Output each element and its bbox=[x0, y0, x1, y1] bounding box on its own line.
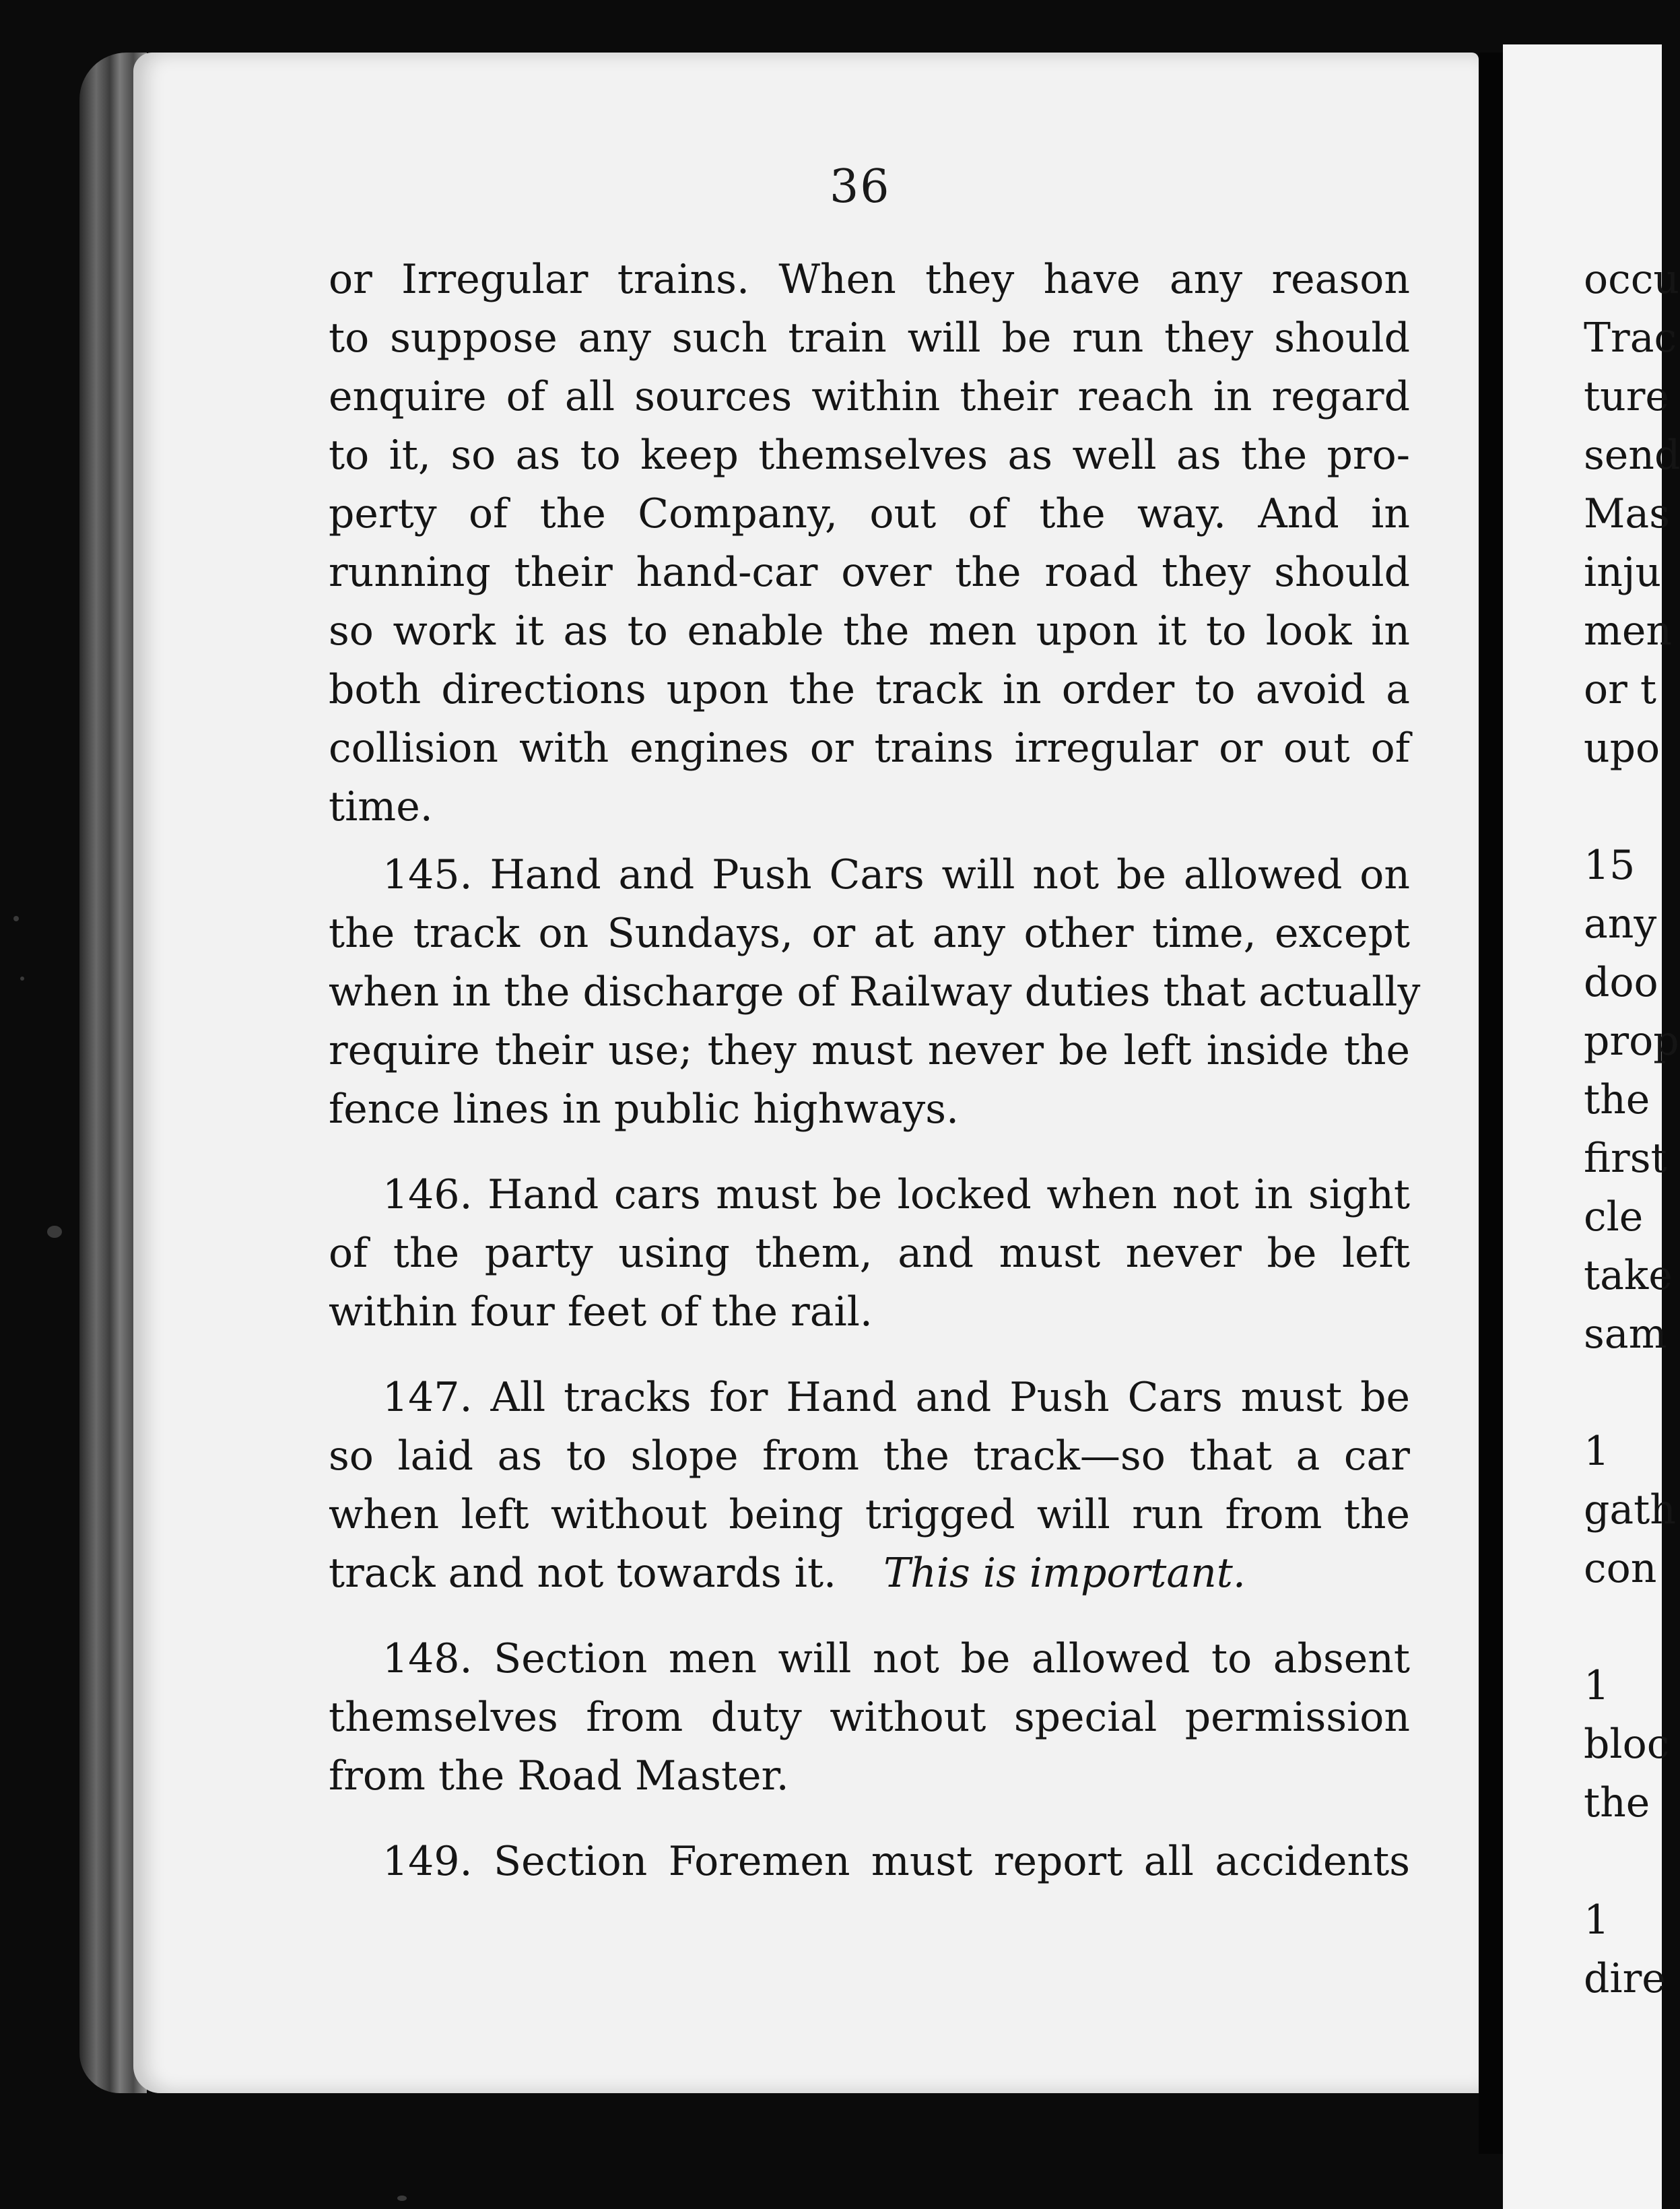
page-number: 36 bbox=[830, 160, 891, 213]
text-line: or Irregular trains. When they have any reason bbox=[329, 256, 1410, 303]
right-fragment: inju bbox=[1584, 549, 1662, 596]
text-line: time. bbox=[329, 783, 433, 830]
rule-148-line: themselves from duty without special permission bbox=[329, 1694, 1410, 1741]
right-fragment: occu bbox=[1584, 256, 1679, 303]
right-fragment: any bbox=[1584, 900, 1657, 948]
right-fragment: men bbox=[1584, 607, 1673, 655]
rule-147-line: when left without being trigged will run from the bbox=[329, 1491, 1410, 1538]
text-line: collision with engines or trains irregular or out of bbox=[329, 725, 1410, 772]
rule-147-line: 147. All tracks for Hand and Push Cars must be bbox=[382, 1374, 1410, 1421]
text-line: enquire of all sources within their reach in regard bbox=[329, 373, 1410, 420]
right-fragment bbox=[1584, 1364, 1662, 1422]
rule-146-line: of the party using them, and must never be left bbox=[329, 1230, 1410, 1277]
right-fragment: take bbox=[1584, 1252, 1673, 1299]
right-fragment: or t bbox=[1584, 666, 1656, 713]
right-fragment: dire bbox=[1584, 1955, 1666, 2002]
right-fragment: ture bbox=[1584, 373, 1669, 420]
right-page-text bbox=[1584, 251, 1680, 2008]
right-fragment: 1 bbox=[1584, 1428, 1610, 1475]
right-fragment: cle bbox=[1584, 1193, 1644, 1241]
right-fragment: prop bbox=[1584, 1018, 1679, 1065]
rule-147-line bbox=[329, 1544, 1410, 1603]
right-fragment: send bbox=[1584, 432, 1680, 479]
rule-145-line: the track on Sundays, or at any other time, except bbox=[329, 910, 1410, 957]
rule-145-line: fence lines in public highways. bbox=[329, 1086, 960, 1133]
right-fragment: doo bbox=[1584, 959, 1658, 1006]
right-fragment: upo bbox=[1584, 725, 1660, 772]
right-fragment: 15 bbox=[1584, 842, 1636, 889]
rule-148-line: from the Road Master. bbox=[329, 1752, 789, 1800]
right-fragment: sam bbox=[1584, 1311, 1667, 1358]
text-line: running their hand-car over the road they should bbox=[329, 549, 1410, 596]
rule-146-line: within four feet of the rail. bbox=[329, 1288, 873, 1336]
rule-145-line: when in the discharge of Railway duties that actually bbox=[329, 968, 1421, 1016]
right-fragment: first bbox=[1584, 1135, 1667, 1182]
left-page-text bbox=[329, 251, 1421, 1891]
right-fragment: con bbox=[1584, 1545, 1657, 1592]
right-fragment bbox=[1584, 1598, 1662, 1657]
text-line: so work it as to enable the men upon it to look in bbox=[329, 607, 1410, 655]
text-line: perty of the Company, out of the way. And in bbox=[329, 490, 1410, 537]
rule-145-line: 145. Hand and Push Cars will not be allowed on bbox=[382, 851, 1410, 898]
book-gutter bbox=[1479, 53, 1503, 2154]
rule-147-line: so laid as to slope from the track—so that a car bbox=[329, 1432, 1410, 1480]
right-fragment: Trac bbox=[1584, 315, 1677, 362]
right-fragment: the bbox=[1584, 1076, 1650, 1123]
text-line: to suppose any such train will be run they should bbox=[329, 315, 1410, 362]
right-fragment: 1 bbox=[1584, 1897, 1610, 1944]
right-fragment bbox=[1584, 1833, 1662, 1891]
right-fragment: gath bbox=[1584, 1486, 1676, 1534]
rule-146-line: 146. Hand cars must be locked when not in sight bbox=[382, 1171, 1410, 1218]
right-fragment: 1 bbox=[1584, 1662, 1610, 1709]
right-fragment: bloc bbox=[1584, 1721, 1670, 1768]
right-fragment: Mas bbox=[1584, 490, 1670, 537]
rule-145-line: require their use; they must never be left inside the bbox=[329, 1027, 1410, 1074]
rule-148-line: 148. Section men will not be allowed to absent bbox=[382, 1635, 1410, 1682]
right-fragment bbox=[1584, 778, 1662, 836]
right-fragment: the bbox=[1584, 1779, 1650, 1826]
text-line: both directions upon the track in order to avoid a bbox=[329, 666, 1410, 713]
rule-149-line: 149. Section Foremen must report all accidents bbox=[382, 1838, 1410, 1885]
rule-147-text: track and not towards it. bbox=[329, 1550, 837, 1597]
text-line: to it, so as to keep themselves as well as the pro- bbox=[329, 432, 1410, 479]
rule-147-emphasis: This is important. bbox=[883, 1550, 1246, 1597]
